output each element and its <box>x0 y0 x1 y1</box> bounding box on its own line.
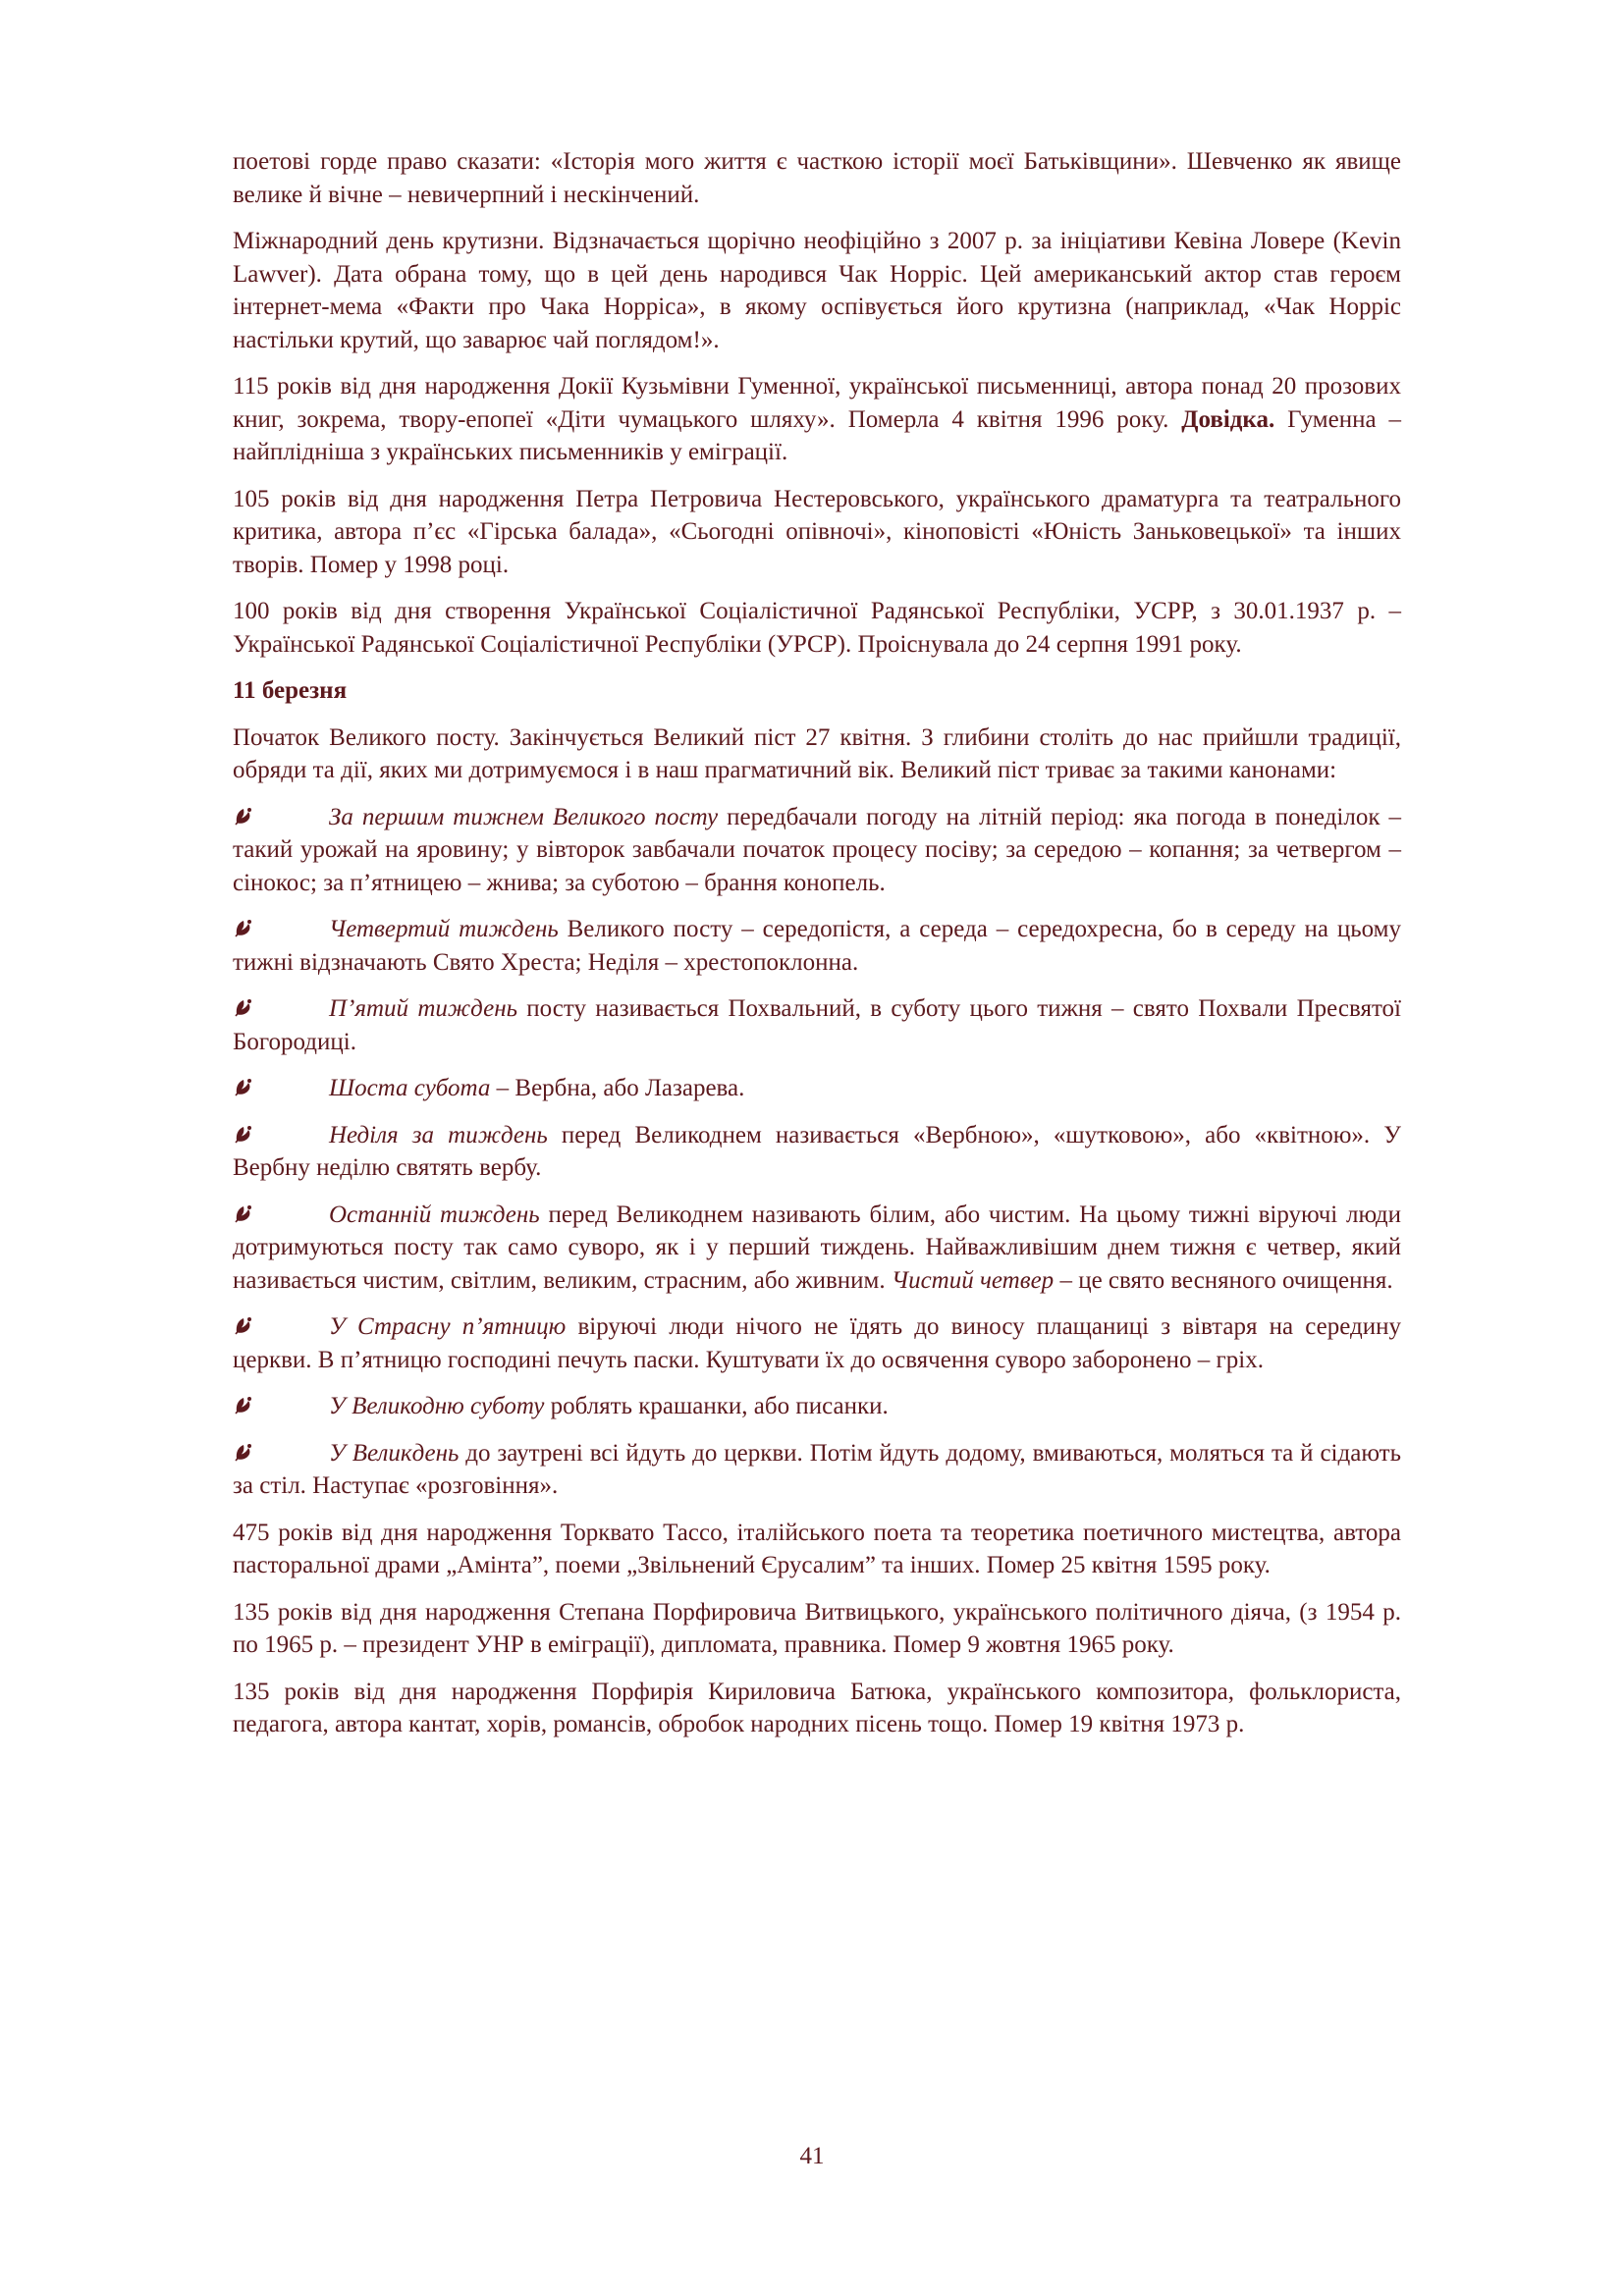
leaf-ornament-icon <box>233 1441 254 1463</box>
lent-item-text: віруючі люди нічого не їдять до виносу плащаниці з вівтаря на середину церкви. В п’ятницю господині печуть паски. Куштувати їх до освячення суворо заборонено – гріх. <box>233 1313 1402 1373</box>
lent-list-item <box>233 1437 1401 1503</box>
leaf-ornament-icon <box>233 996 254 1018</box>
leaf-ornament-icon <box>233 1314 254 1336</box>
lent-list-item <box>233 1390 1401 1423</box>
note-text: Гуменна – найплідніша з українських письменників у еміграції. <box>233 405 1401 465</box>
lent-item-text: до заутрені всі йдуть до церкви. Потім йдуть додому, вмиваються, моляться та й сідають за стіл. Наступає «розговіння». <box>233 1439 1401 1499</box>
lent-item-term: Шоста субота <box>329 1075 491 1101</box>
date-heading: 11 березня <box>233 677 348 704</box>
paragraph: 475 років від дня народження Торквато Тассо, італійського поета та теоретика поетичного мистецтва, автора пасторальної драми „Амінта”, поеми „Звільнений Єрусалим” та інших. Помер 25 квітня 1595 року. <box>233 1519 1401 1578</box>
lent-item-term: Неділя за тиждень <box>329 1121 548 1148</box>
paragraph: поетові горде право сказати: «Історія мого життя є часткою історії моєї Батьківщини». Шевченко як явище велике й вічне – невичерпний і нескінчений. <box>233 148 1401 208</box>
lent-item-term: Останній тиждень <box>329 1201 540 1228</box>
lent-item-term: У Великдень <box>329 1439 460 1467</box>
lent-item-text: перед Великоднем називають білим, або чистим. На цьому тижні віруючі люди дотримуються посту так само суворо, як і у перший тиждень. Найважливішим днем тижня є четвер, який називається чистим, світлим, великим, страсним, або живним. <box>233 1201 1401 1294</box>
lent-list-item <box>233 913 1401 979</box>
lent-item-term: Чистий четвер <box>891 1266 1055 1294</box>
leaf-ornament-icon <box>233 1202 254 1224</box>
lent-list-item <box>233 801 1401 900</box>
lent-item-text: передбачали погоду на літній період: яка погода в понеділок – такий урожай на яровину; у вівторок завбачали початок процесу посіву; за середою – копання; за четвергом – сінокос; за п’ятницею – жнива; за суботою – брання конопель. <box>233 803 1401 896</box>
leaf-ornament-icon <box>233 1394 254 1415</box>
paragraph: 135 років від дня народження Порфирія Кириловича Батюка, українського композитора, фольклориста, педагога, автора кантат, хорів, романсів, обробок народних пісень тощо. Помер 19 квітня 1973 р. <box>233 1678 1401 1737</box>
lent-item-term: П’ятий тиждень <box>329 995 517 1022</box>
paragraph: 105 років від дня народження Петра Петровича Нестеровського, українського драматурга та театрального критика, автора п’єс «Гірська балада», «Сьогодні опівночі», кіноповісті «Юність Заньковецької» та інших творів. Помер у 1998 році. <box>233 485 1401 578</box>
lent-item-term: У Великодню суботу <box>329 1393 545 1419</box>
paragraph <box>233 370 1401 469</box>
paragraph-text: 115 років від дня народження Докії Кузьмівни Гуменної, української письменниці, автора понад 20 прозових книг, зокрема, твору-епопеї «Діти чумацького шляху». Померла 4 квітня 1996 року. <box>233 373 1401 433</box>
lent-list-item <box>233 992 1401 1058</box>
leaf-ornament-icon <box>233 805 254 827</box>
leaf-ornament-icon <box>233 1076 254 1097</box>
paragraph: Міжнародний день крутизни. Відзначається щорічно неофіційно з 2007 р. за ініціативи Кевіна Ловере (Kevin Lawver). Дата обрана тому, що в цей день народився Чак Норріс. Цей американський актор став героєм інтернет-мема «Факти про Чака Норріса», в якому оспівується його крутизна (наприклад, «Чак Норріс настільки крутий, що заварює чай поглядом!». <box>233 228 1401 353</box>
lent-list <box>233 801 1401 1503</box>
paragraph: Початок Великого посту. Закінчується Великий піст 27 квітня. З глибини століть до нас прийшли традиції, обряди та дії, яких ми дотримуємося і в наш прагматичний вік. Великий піст триває за такими канонами: <box>233 723 1401 783</box>
document-body <box>233 145 1401 1755</box>
lent-item-term: За першим тижнем Великого посту <box>329 803 719 830</box>
lent-item-text: Великого посту – середопістя, а середа – середохресна, бо в середу на цьому тижні відзначають Свято Хреста; Неділя – хрестопоклонна. <box>233 916 1402 976</box>
lent-list-item <box>233 1072 1401 1105</box>
lent-item-text: роблять крашанки, або писанки. <box>544 1393 889 1419</box>
lent-list-item <box>233 1119 1401 1185</box>
lent-item-term: Четвертий тиждень <box>329 916 559 942</box>
leaf-ornament-icon <box>233 1123 254 1145</box>
lent-list-item <box>233 1199 1401 1298</box>
lent-list-item <box>233 1310 1401 1376</box>
paragraph: 100 років від дня створення Української Соціалістичної Радянської Республіки, УСРР, з 30.01.1937 р. – Української Радянської Соціалістичної Республіки (УРСР). Проіснувала до 24 серпня 1991 року. <box>233 598 1401 658</box>
leaf-ornament-icon <box>233 917 254 938</box>
lent-item-text: посту називається Похвальний, в суботу цього тижня – свято Похвали Пресвятої Богородиці. <box>233 995 1401 1055</box>
lent-item-text: – Вербна, або Лазарева. <box>490 1075 745 1101</box>
lent-item-term: У Страсну п’ятницю <box>329 1313 567 1340</box>
page-number: 41 <box>799 2143 825 2169</box>
note-label: Довідка. <box>1181 405 1275 433</box>
lent-item-text: перед Великоднем називається «Вербною», «шутковою», або «квітною». У Вербну неділю святять вербу. <box>233 1121 1402 1181</box>
lent-item-text: – це свято весняного очищення. <box>1054 1266 1393 1294</box>
paragraph: 135 років від дня народження Степана Порфировича Витвицького, українського політичного діяча, (з 1954 р. по 1965 р. – президент УНР в еміграції), дипломата, правника. Помер 9 жовтня 1965 року. <box>233 1598 1401 1658</box>
